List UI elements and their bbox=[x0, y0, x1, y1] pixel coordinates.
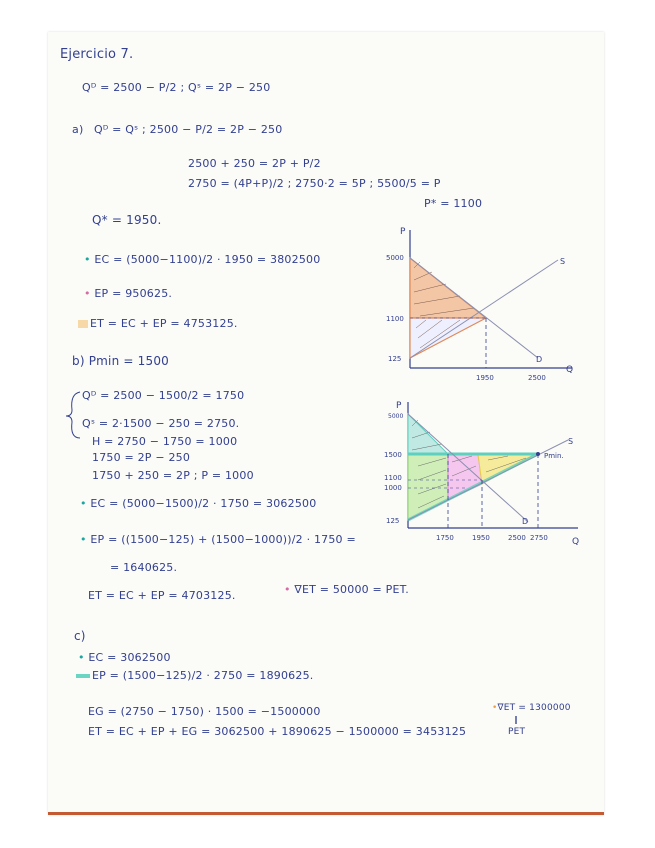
graph-b-y-tick: 1100 bbox=[384, 474, 402, 482]
graph-b-pmin-label: Pmin. bbox=[544, 452, 564, 460]
part-b-l2: Qˢ = 2·1500 − 250 = 2750. bbox=[82, 417, 240, 430]
graph-b-y-tick: 1500 bbox=[384, 451, 402, 459]
part-c-pet: PET bbox=[508, 727, 526, 737]
part-c-ep-text: EP = (1500−125)/2 · 2750 = 1890625. bbox=[92, 669, 314, 682]
graph-b-x-tick: 2750 bbox=[530, 534, 548, 542]
part-b-l3: H = 2750 − 1750 = 1000 bbox=[92, 435, 238, 448]
part-b-ec bbox=[80, 498, 316, 509]
graph-a-y-tick: 125 bbox=[388, 355, 402, 363]
graph-b-y-tick: 5000 bbox=[388, 413, 404, 420]
part-b-et: ET = EC + EP = 4703125. bbox=[88, 589, 236, 602]
part-a-et bbox=[78, 318, 238, 329]
part-c-delta-et bbox=[492, 704, 571, 713]
part-b-label: b) Pmin = 1500 bbox=[72, 354, 170, 368]
equilibrium-quantity: Q* = 1950. bbox=[92, 213, 162, 227]
part-b-delta-et bbox=[284, 584, 409, 595]
graph-a-q-label: Q bbox=[566, 365, 574, 375]
highlight-mark-icon bbox=[76, 674, 90, 678]
part-c-ec bbox=[78, 652, 171, 663]
highlight-mark-icon bbox=[78, 320, 88, 328]
part-b-l5: 1750 + 250 = 2P ; P = 1000 bbox=[92, 469, 254, 482]
part-a-ec-text: EC = (5000−1100)/2 · 1950 = 3802500 bbox=[94, 253, 321, 266]
part-c-ep bbox=[76, 670, 313, 681]
graph-b-y-tick: 1000 bbox=[384, 484, 402, 492]
graph-b-s-label: S bbox=[568, 437, 574, 446]
bullet-icon: • bbox=[80, 533, 87, 546]
part-a-ec bbox=[84, 254, 320, 265]
part-c-eg: EG = (2750 − 1750) · 1500 = −1500000 bbox=[88, 705, 321, 718]
bullet-icon: • bbox=[78, 651, 85, 664]
part-b-ep bbox=[80, 534, 356, 545]
brace-mark-path bbox=[66, 392, 80, 438]
graph-b-x-tick: 1950 bbox=[472, 534, 490, 542]
graph-b-q-label: Q bbox=[572, 537, 580, 547]
graph-a-p-label: P bbox=[400, 227, 406, 237]
part-c-delta-et-text: ∇ET = 1300000 bbox=[497, 703, 571, 713]
graph-b-x-tick: 2500 bbox=[508, 534, 526, 542]
graph-b-p-label: P bbox=[396, 401, 402, 411]
bullet-icon: • bbox=[492, 703, 498, 713]
part-b-delta-et-text: ∇ET = 50000 = PET. bbox=[294, 583, 409, 596]
part-a-label: a) bbox=[72, 123, 84, 136]
graph-b-y-tick: 125 bbox=[386, 517, 400, 525]
part-b-l1: Qᴰ = 2500 − 1500/2 = 1750 bbox=[82, 389, 245, 402]
exercise-title: Ejercicio 7. bbox=[60, 47, 134, 62]
bullet-icon: • bbox=[80, 497, 87, 510]
part-c-ec-text: EC = 3062500 bbox=[88, 651, 171, 664]
graph-a-y-tick: 1100 bbox=[386, 315, 404, 323]
part-b-ep-text: EP = ((1500−125) + (1500−1000))/2 · 1750 = bbox=[90, 533, 356, 546]
part-c-label: c) bbox=[74, 629, 86, 643]
part-b-l4: 1750 = 2P − 250 bbox=[92, 451, 191, 464]
graph-a-s-label: S bbox=[560, 257, 566, 266]
graph-b-x-tick: 1750 bbox=[436, 534, 454, 542]
part-c-et: ET = EC + EP + EG = 3062500 + 1890625 − 1500000 = 3453125 bbox=[88, 725, 467, 738]
bullet-icon: • bbox=[284, 583, 291, 596]
part-a-et-text: ET = EC + EP = 4753125. bbox=[90, 317, 238, 330]
graph-b bbox=[378, 396, 588, 556]
part-a-line2: 2500 + 250 = 2P + P/2 bbox=[188, 157, 321, 170]
graph-a bbox=[380, 220, 580, 390]
bullet-icon: • bbox=[84, 253, 91, 266]
part-b-ec-text: EC = (5000−1500)/2 · 1750 = 3062500 bbox=[90, 497, 317, 510]
part-a-line1: Qᴰ = Qˢ ; 2500 − P/2 = 2P − 250 bbox=[94, 123, 283, 136]
graph-a-x-tick: 2500 bbox=[528, 374, 546, 382]
bullet-icon: • bbox=[84, 287, 91, 300]
part-c-equals-mark: ‖ bbox=[514, 715, 519, 724]
equilibrium-price: P* = 1100 bbox=[424, 197, 483, 210]
part-a-ep-text: EP = 950625. bbox=[94, 287, 173, 300]
graph-b-pmin-point bbox=[536, 452, 540, 456]
graph-a-x-tick: 1950 bbox=[476, 374, 494, 382]
part-b-ep-result: = 1640625. bbox=[110, 561, 178, 574]
demand-supply-equations: Qᴰ = 2500 − P/2 ; Qˢ = 2P − 250 bbox=[82, 81, 271, 94]
graph-a-y-tick: 5000 bbox=[386, 254, 404, 262]
graph-a-d-label: D bbox=[536, 355, 543, 364]
graph-b-pink-area bbox=[448, 454, 482, 500]
part-a-ep bbox=[84, 288, 172, 299]
part-a-line3: 2750 = (4P+P)/2 ; 2750·2 = 5P ; 5500/5 = P bbox=[188, 177, 441, 190]
brace-mark bbox=[64, 390, 84, 440]
graph-b-d-label: D bbox=[522, 517, 529, 526]
